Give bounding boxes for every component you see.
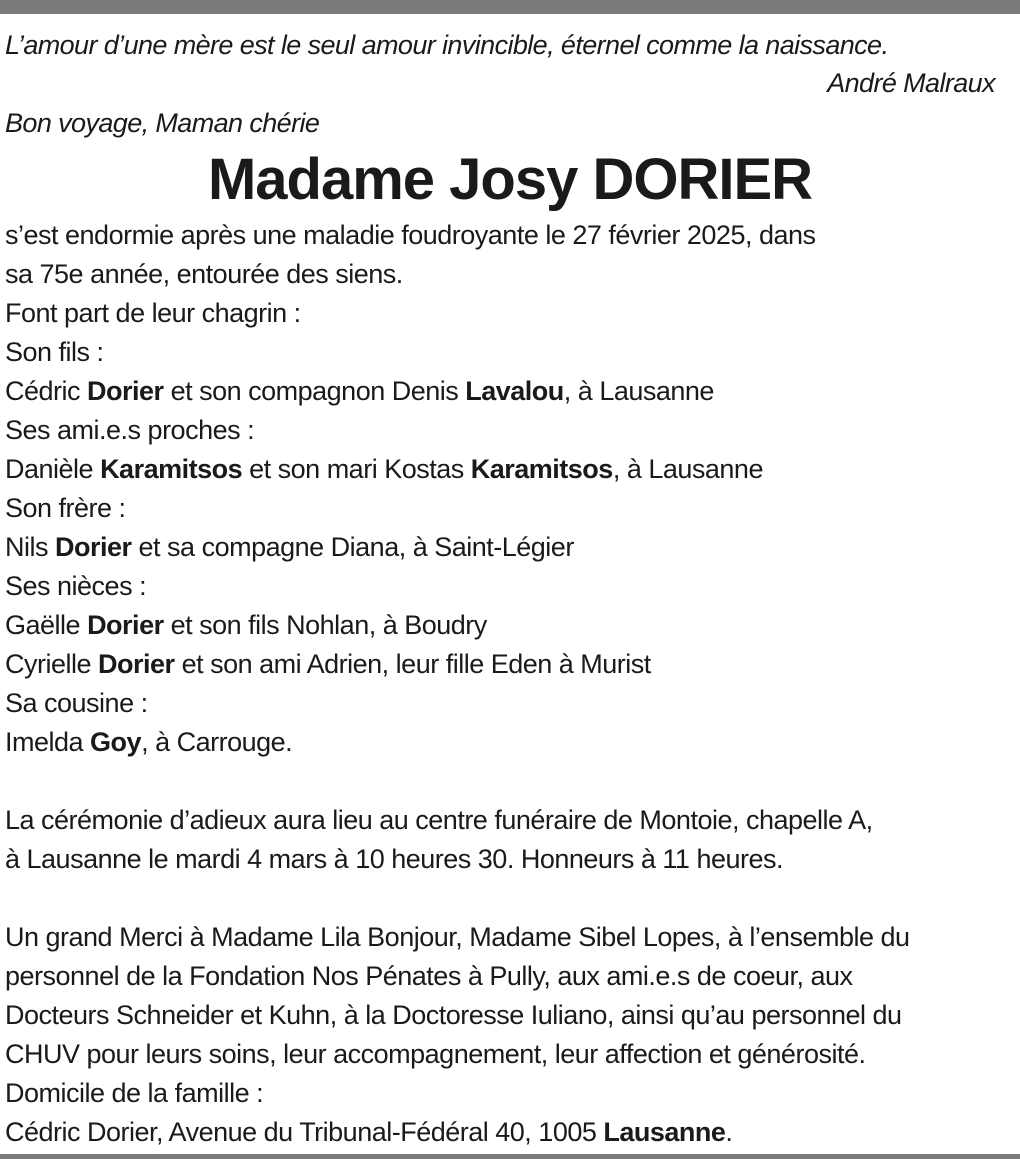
ceremony-line-2: à Lausanne le mardi 4 mars à 10 heures 30. Honneurs à 11 heures. [5,844,783,874]
cousin-entry-text: , à Carrouge. [141,727,293,757]
obituary-notice [5,26,1015,1152]
domicile-street: Cédric Dorier, Avenue du Tribunal-Fédéral 40, 1005 [5,1117,604,1147]
top-rule [0,0,1020,14]
friend-last-name: Karamitsos [100,454,243,484]
son-entry [5,372,1015,411]
friends-entry-place: , à Lausanne [612,454,763,484]
cousin-last-name: Goy [90,727,142,757]
thanks-line-3: Docteurs Schneider et Kuhn, à la Doctoresse Iuliano, ainsi qu’au personnel du [5,1000,902,1030]
epigraph-quote: L’amour d’une mère est le seul amour invincible, éternel comme la naissance. [5,30,889,60]
domicile-heading: Domicile de la famille : [5,1078,264,1108]
thanks-line-2: personnel de la Fondation Nos Pénates à Pully, aux ami.e.s de coeur, aux [5,961,853,991]
friends-heading: Ses ami.e.s proches : [5,415,255,445]
thanks-line-1: Un grand Merci à Madame Lila Bonjour, Madame Sibel Lopes, à l’ensemble du [5,922,910,952]
announcement-line-2: sa 75e année, entourée des siens. [5,259,403,289]
epigraph-author: André Malraux [827,68,995,98]
niece1-entry-text: et son fils Nohlan, à Boudry [163,610,487,640]
bottom-rule [0,1154,1020,1159]
thanks-line-4: CHUV pour leurs soins, leur accompagnement, leur affection et générosité. [5,1039,866,1069]
friends-entry-text: et son mari Kostas [242,454,471,484]
domicile-address [5,1113,1015,1152]
paragraph-gap [5,762,1015,801]
brother-last-name: Dorier [55,532,132,562]
son-last-name: Dorier [87,376,164,406]
domicile-city: Lausanne [603,1117,726,1147]
friends-entry [5,450,1015,489]
son-heading: Son fils : [5,337,104,367]
friend-husband-last-name: Karamitsos [470,454,613,484]
son-first-name: Cédric [5,376,88,406]
cousin-first-name: Imelda [5,727,91,757]
paragraph-gap [5,879,1015,918]
deceased-name: Madame Josy DORIER [207,147,813,212]
son-entry-place: , à Lausanne [563,376,714,406]
niece-entry-2 [5,645,1015,684]
cousin-heading: Sa cousine : [5,688,148,718]
notice-body [5,216,1015,1152]
announcement-line-1: s’est endormie après une maladie foudroyante le 27 février 2025, dans [5,220,816,250]
nieces-heading: Ses nièces : [5,571,147,601]
brother-heading: Son frère : [5,493,126,523]
niece1-last-name: Dorier [87,610,164,640]
niece1-first-name: Gaëlle [5,610,88,640]
son-partner-last-name: Lavalou [465,376,564,406]
brother-first-name: Nils [5,532,55,562]
son-entry-text: et son compagnon Denis [163,376,466,406]
brother-entry [5,528,1015,567]
domicile-end: . [725,1117,733,1147]
niece2-first-name: Cyrielle [5,649,99,679]
cousin-entry [5,723,1015,762]
ceremony-line-1: La cérémonie d’adieux aura lieu au centre funéraire de Montoie, chapelle A, [5,805,873,835]
niece2-last-name: Dorier [98,649,175,679]
friend-first-name: Danièle [5,454,101,484]
farewell-line: Bon voyage, Maman chérie [5,108,320,138]
family-intro: Font part de leur chagrin : [5,298,301,328]
brother-entry-text: et sa compagne Diana, à Saint-Légier [131,532,574,562]
niece-entry-1 [5,606,1015,645]
niece2-entry-text: et son ami Adrien, leur fille Eden à Murist [174,649,651,679]
